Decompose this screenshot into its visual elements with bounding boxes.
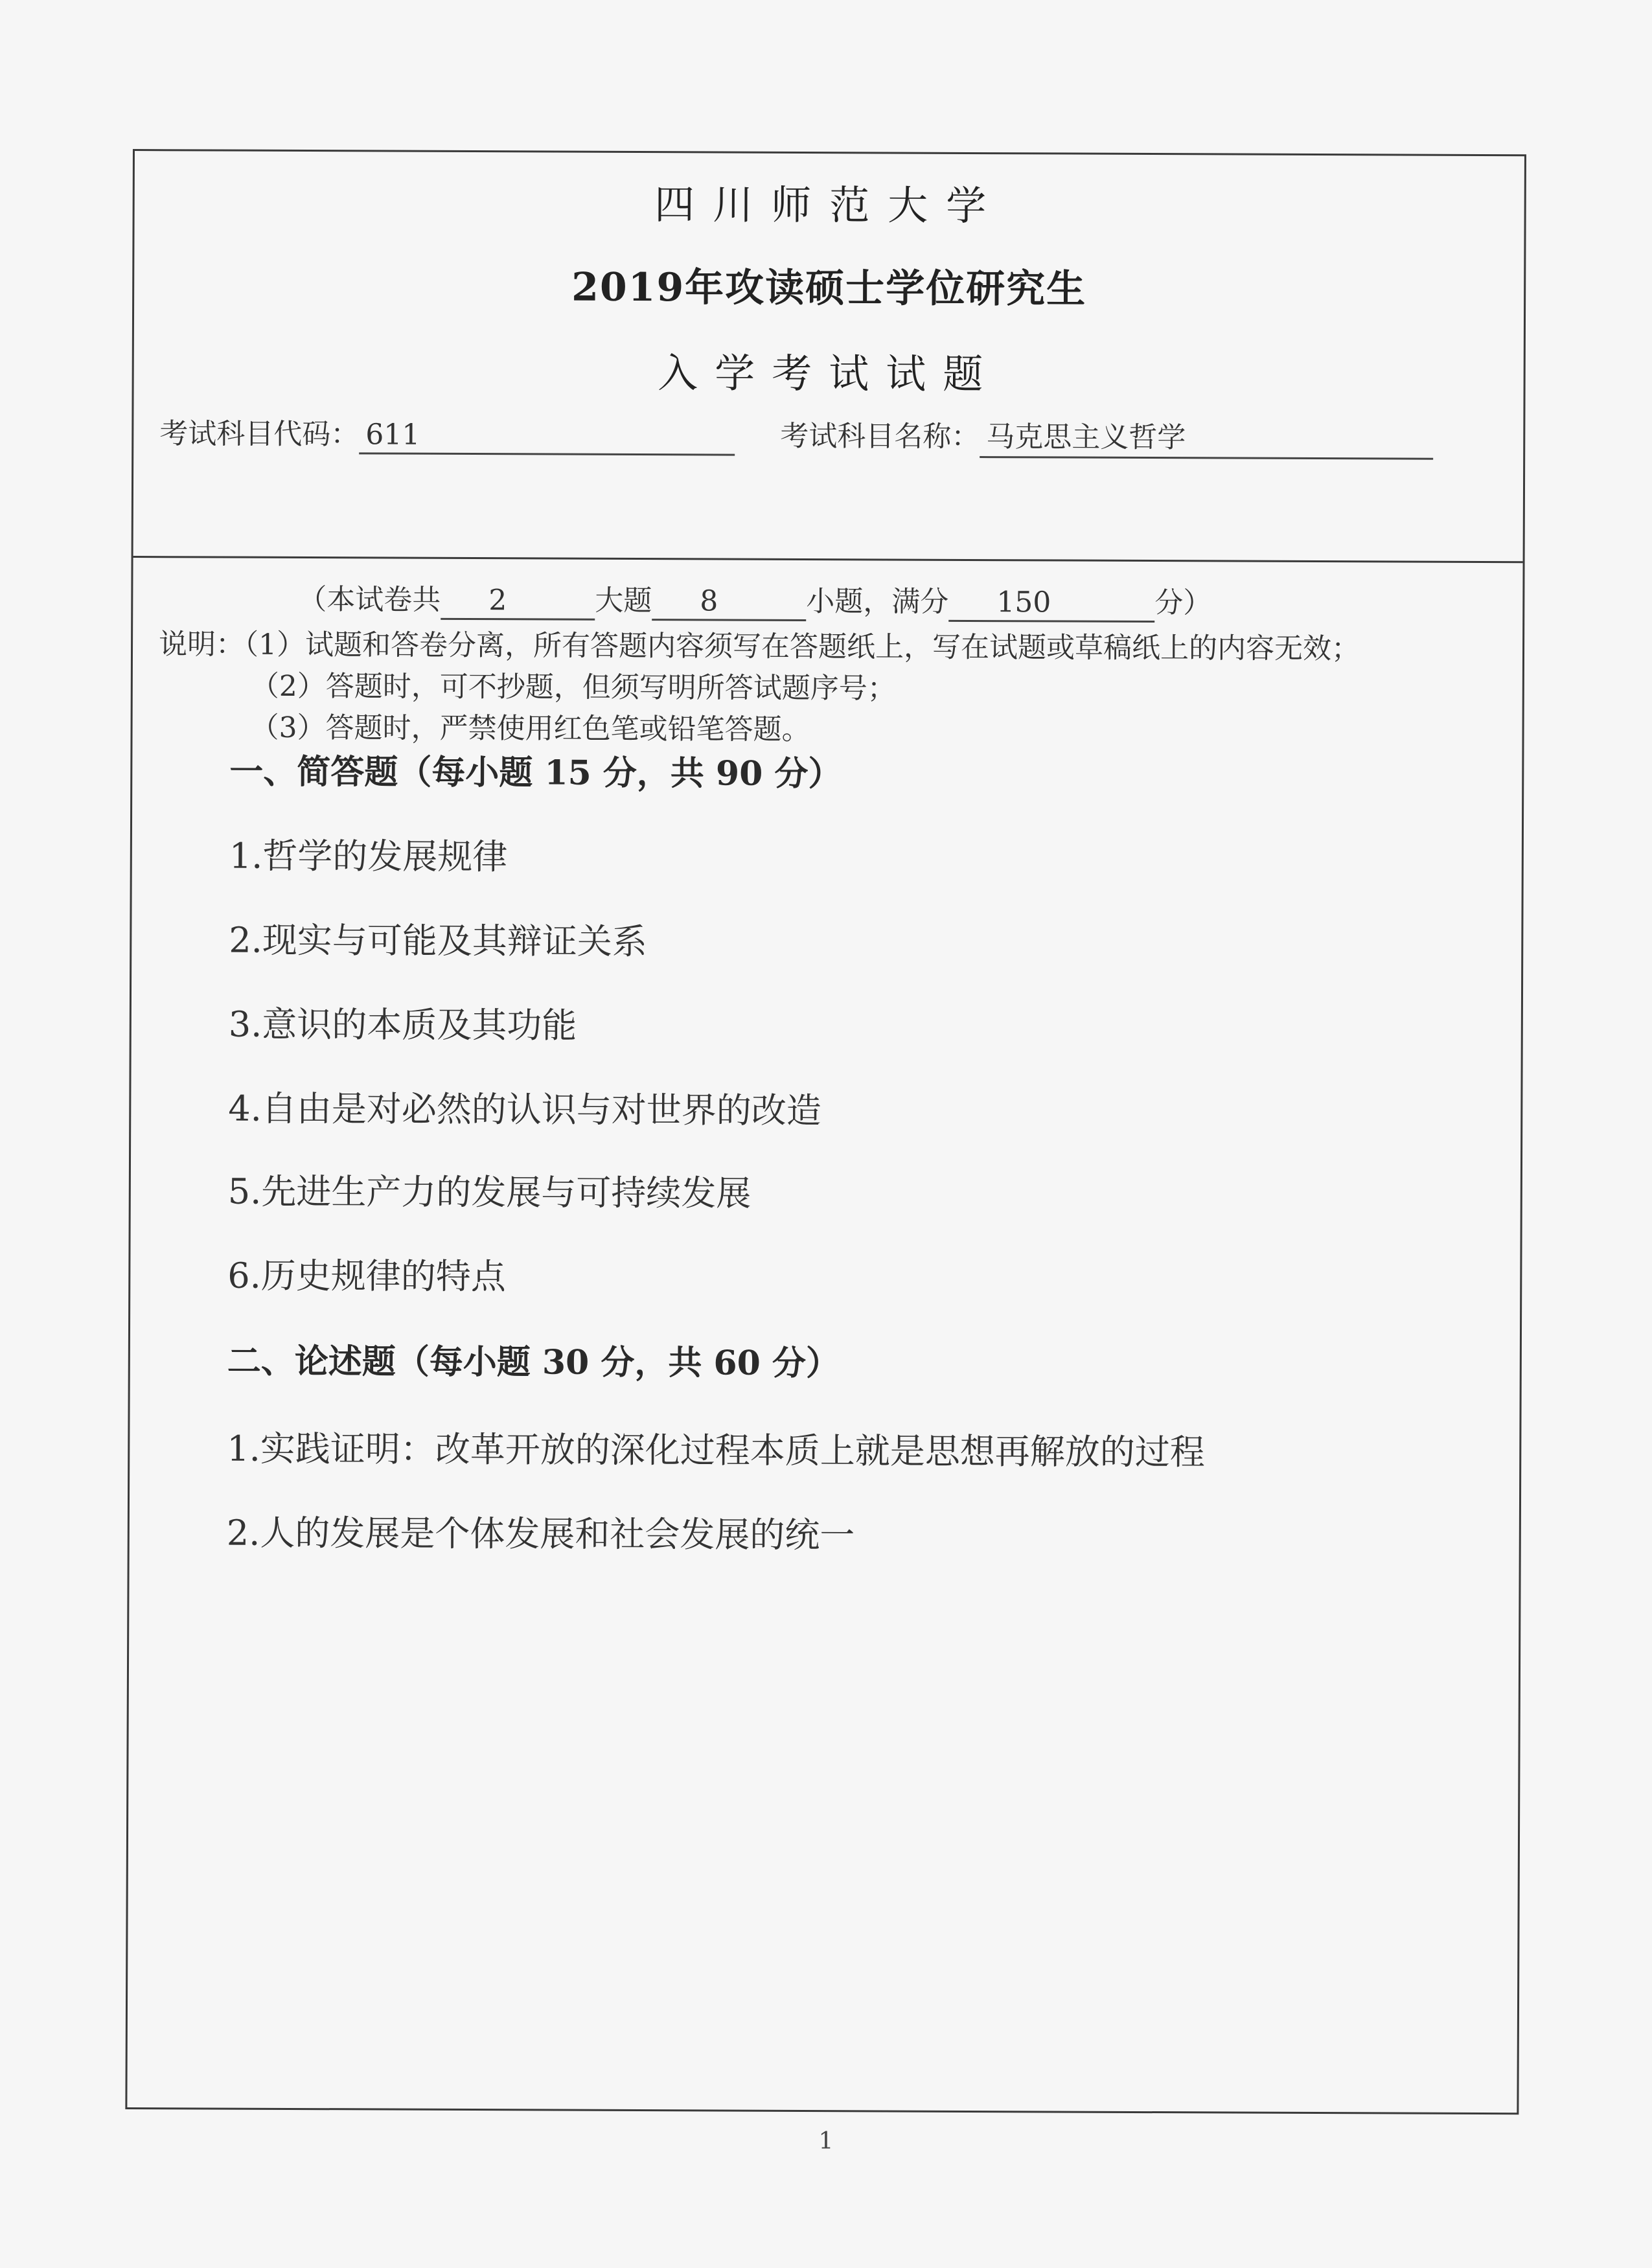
paper-info-big-label: 大题: [595, 584, 652, 618]
subject-row: [159, 410, 1433, 460]
paper-info-score-field: [948, 586, 1154, 623]
question-item: 1.哲学的发展规律: [229, 835, 508, 878]
paper-info-small-label: 小题，满分: [806, 584, 949, 619]
paper-info-big-count-field: [441, 584, 595, 621]
instruction-text: （2）答题时，可不抄题，但须写明所答试题序号；: [250, 669, 896, 705]
paper-info-score: 150: [996, 586, 1051, 619]
question-item: 3.意识的本质及其功能: [228, 1003, 577, 1046]
paper-info-small-count-field: [652, 584, 806, 621]
paper-info-small-count: 8: [700, 584, 718, 618]
instruction-item: [159, 665, 1360, 711]
section-heading-essay: 二、论述题（每小题 30 分，共 60 分）: [227, 1341, 840, 1384]
subject-name-value: 马克思主义哲学: [980, 413, 1433, 460]
program-title: 2019年攻读硕士学位研究生: [571, 264, 1087, 312]
subject-code-value: 611: [359, 418, 735, 455]
question-item: 4.自由是对必然的认识与对世界的改造: [228, 1088, 821, 1132]
instruction-item: [159, 624, 1360, 670]
paper-info-prefix: （本试卷共: [298, 582, 441, 617]
subject-code-label: 考试科目代码：: [159, 417, 360, 452]
question-item: 6.历史规律的特点: [227, 1255, 506, 1298]
university-name: 四川师范大学: [654, 181, 1005, 230]
paper-info: [298, 576, 1211, 623]
subject-name-label: 考试科目名称：: [780, 419, 980, 454]
page-number: 1: [818, 2128, 834, 2155]
question-item: 5.先进生产力的发展与可持续发展: [227, 1171, 751, 1214]
exam-frame: [125, 149, 1526, 2114]
section-heading-short-answer: 一、简答题（每小题 15 分，共 90 分）: [229, 751, 842, 794]
question-item: 2.人的发展是个体发展和社会发展的统一: [226, 1512, 855, 1556]
instruction-text: （1）试题和答卷分离，所有答题内容须写在答题纸上，写在试题或草稿纸上的内容无效；: [244, 628, 1360, 666]
instructions: [158, 624, 1360, 753]
instructions-label: 说明：: [158, 628, 245, 661]
paper-info-suffix: 分）: [1154, 586, 1212, 620]
question-item: 1.实践证明：改革开放的深化过程本质上就是思想再解放的过程: [227, 1428, 1205, 1473]
question-item: 2.现实与可能及其辩证关系: [229, 919, 647, 963]
paper-info-big-count: 2: [488, 584, 507, 617]
instruction-text: （3）答题时，严禁使用红色笔或铅笔答题。: [250, 711, 810, 747]
exam-type-title: 入学考试试题: [658, 349, 1000, 398]
header-divider: [133, 556, 1523, 563]
